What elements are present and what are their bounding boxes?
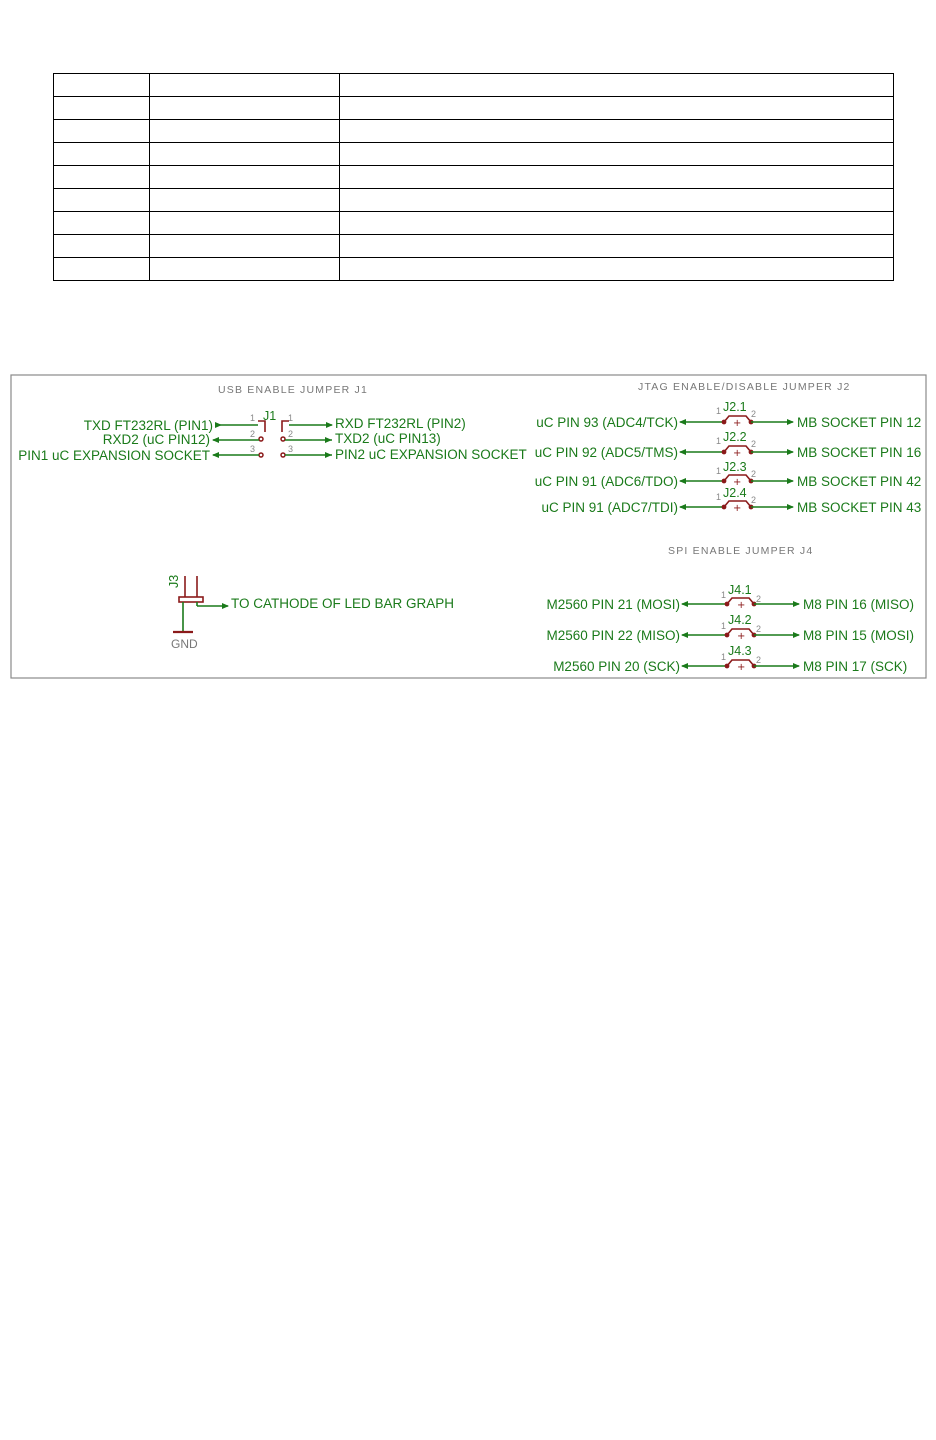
led-jumper-j3: [167, 575, 454, 651]
j1-pin-1-right: 1: [288, 413, 294, 423]
j1-pin-3-right: 3: [288, 444, 294, 454]
j2-3-pin-2: 2: [751, 469, 757, 479]
j1-arrow-left-1: [215, 422, 222, 428]
j2-4-label-left: uC PIN 91 (ADC7/TDI): [541, 500, 678, 515]
j2-1-plus-mark: +: [733, 418, 742, 429]
j2-2-ref: J2.2: [723, 430, 747, 444]
j2-1-pin-2: 2: [751, 409, 757, 419]
j2-4-ref: J2.4: [723, 486, 747, 500]
j4-2-arrow-right: [793, 632, 800, 638]
j2-2-arrow-right: [787, 449, 794, 455]
j4-3-plus-mark: +: [737, 662, 746, 673]
usb-section-title: USB ENABLE JUMPER J1: [218, 384, 369, 396]
j2-1-pad-left: [722, 420, 727, 425]
j2-1-label-right: MB SOCKET PIN 12: [797, 415, 922, 430]
jumper-j2-3: [535, 460, 922, 489]
j4-3-label-right: M8 PIN 17 (SCK): [803, 659, 908, 674]
j4-1-pin-2: 2: [756, 594, 762, 604]
j4-3-ref: J4.3: [728, 644, 752, 658]
j4-2-pin-1: 1: [721, 621, 727, 631]
j1-arrow-right-1: [326, 422, 333, 428]
j2-4-pin-2: 2: [751, 495, 757, 505]
j2-3-pin-1: 1: [716, 466, 722, 476]
j2-3-label-right: MB SOCKET PIN 42: [797, 474, 922, 489]
j2-1-arrow-right: [787, 419, 794, 425]
j2-4-arrow-right: [787, 504, 794, 510]
j2-3-label-left: uC PIN 91 (ADC6/TDO): [534, 474, 678, 489]
j3-body: [179, 597, 203, 602]
jtag-section-title: JTAG ENABLE/DISABLE JUMPER J2: [638, 381, 851, 393]
j4-1-plus-mark: +: [737, 600, 746, 611]
spi-jumpers: [546, 583, 914, 674]
j1-arrow-right-3: [325, 452, 332, 458]
j4-3-pin-2: 2: [756, 655, 762, 665]
usb-jumper-j1: [18, 409, 527, 463]
j1-pin-3-left: 3: [250, 444, 256, 454]
spi-section-title: SPI ENABLE JUMPER J4: [668, 545, 814, 557]
j1-pad-2-left: [259, 437, 263, 441]
j1-arrow-left-3: [212, 452, 219, 458]
j1-label-left-2: RXD2 (uC PIN12): [102, 432, 210, 447]
j1-arrow-right-2: [325, 437, 332, 443]
j4-3-pin-1: 1: [721, 652, 727, 662]
j2-3-arrow-right: [787, 478, 794, 484]
j1-label-right-3: PIN2 uC EXPANSION SOCKET: [335, 447, 527, 462]
j2-4-label-right: MB SOCKET PIN 43: [797, 500, 922, 515]
j4-2-label-left: M2560 PIN 22 (MISO): [546, 628, 680, 643]
jtag-jumpers: [535, 400, 922, 515]
j2-1-pin-1: 1: [716, 406, 722, 416]
j1-arrow-left-2: [212, 437, 219, 443]
j1-label-right-2: TXD2 (uC PIN13): [335, 431, 441, 446]
j4-1-pad-left: [725, 602, 730, 607]
j1-label-left-3: PIN1 uC EXPANSION SOCKET: [18, 448, 210, 463]
jumper-j4-2: [546, 613, 914, 643]
j2-2-pin-1: 1: [716, 436, 722, 446]
j4-1-arrow-right: [793, 601, 800, 607]
j2-2-pin-2: 2: [751, 439, 757, 449]
j2-4-plus-mark: +: [733, 503, 742, 514]
j2-2-pad-left: [722, 450, 727, 455]
gnd-label: GND: [171, 637, 198, 651]
jumper-j2-4: [541, 486, 921, 515]
j1-label-left-1: TXD FT232RL (PIN1): [83, 418, 213, 433]
j4-1-pin-1: 1: [721, 590, 727, 600]
j2-4-pin-1: 1: [716, 492, 722, 502]
j4-1-ref: J4.1: [728, 583, 752, 597]
j4-2-plus-mark: +: [737, 631, 746, 642]
jumper-schematic: [0, 0, 936, 700]
j2-1-label-left: uC PIN 93 (ADC4/TCK): [536, 415, 678, 430]
j4-2-pad-left: [725, 633, 730, 638]
j2-1-ref: J2.1: [723, 400, 747, 414]
j4-3-label-left: M2560 PIN 20 (SCK): [553, 659, 680, 674]
jumper-j4-1: [546, 583, 914, 612]
j4-2-pin-2: 2: [756, 624, 762, 634]
j1-pad-2-right: [281, 437, 285, 441]
led-bar-label: TO CATHODE OF LED BAR GRAPH: [231, 596, 455, 611]
j2-3-plus-mark: +: [733, 477, 742, 488]
j1-pad-3-left: [259, 453, 263, 457]
j4-1-label-right: M8 PIN 16 (MISO): [803, 597, 915, 612]
j2-3-pad-left: [722, 479, 727, 484]
j1-pin-2-left: 2: [250, 429, 256, 439]
jumper-j2-2: [535, 430, 922, 460]
j4-1-label-left: M2560 PIN 21 (MOSI): [546, 597, 680, 612]
j4-2-ref: J4.2: [728, 613, 752, 627]
j2-4-pad-left: [722, 505, 727, 510]
j3-arrow: [222, 603, 229, 609]
j4-3-arrow-right: [793, 663, 800, 669]
j1-pin-1-left: 1: [250, 413, 256, 423]
j2-2-plus-mark: +: [733, 448, 742, 459]
j1-label-right-1: RXD FT232RL (PIN2): [335, 416, 466, 431]
j2-2-label-right: MB SOCKET PIN 16: [797, 445, 922, 460]
j3-ref: J3: [167, 574, 181, 588]
jumper-j4-3: [553, 644, 907, 674]
j2-3-ref: J2.3: [723, 460, 747, 474]
j2-2-label-left: uC PIN 92 (ADC5/TMS): [534, 445, 678, 460]
j1-pin-2-right: 2: [288, 429, 294, 439]
jumper-j2-1: [536, 400, 921, 430]
j1-pad-3-right: [281, 453, 285, 457]
j4-2-label-right: M8 PIN 15 (MOSI): [803, 628, 915, 643]
j1-ref: J1: [263, 409, 277, 423]
j4-3-pad-left: [725, 664, 730, 669]
